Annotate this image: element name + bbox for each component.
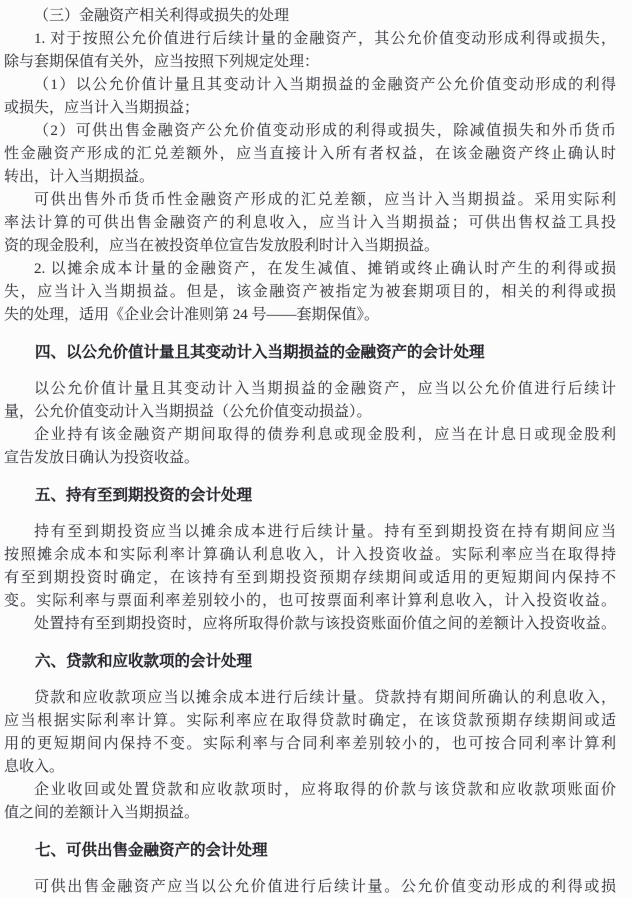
section-heading — [4, 839, 616, 862]
text-line: 可供出售金融资产应当以公允价值进行后续计量。公允价值变动形成的利得或损 — [34, 879, 616, 895]
paragraph — [4, 613, 616, 636]
paragraph — [4, 424, 616, 470]
paragraph — [4, 189, 616, 258]
text-line: 处置持有至到期投资时，应将所取得价款与该投资账面价值之间的差额计入投资收益。 — [34, 616, 616, 632]
text-line: 变。实际利率与票面利率差别较小的，也可按票面利率计算利息收入，计入投资收益。 — [4, 593, 616, 609]
text-line: （2）可供出售金融资产公允价值变动形成的利得或损失，除减值损失和外币货币 — [34, 123, 616, 139]
sub-section-heading — [4, 5, 616, 28]
text-line: 企业收回或处置贷款和应收款项时，应将取得的价款与该贷款和应收款项账面价 — [34, 782, 616, 798]
text-line: 除与套期保值有关外，应当按照下列规定处理： — [4, 54, 320, 70]
paragraph — [4, 74, 616, 120]
paragraph — [4, 378, 616, 424]
text-line: （三）金融资产相关利得或损失的处理 — [34, 8, 290, 24]
text-line: 失，应当计入当期损益。但是，该金融资产被指定为被套期项目的，相关的利得或损 — [4, 284, 616, 300]
text-line: 转出，计入当期损益。 — [4, 169, 155, 185]
text-line: 可供出售外币货币性金融资产形成的汇兑差额，应当计入当期损益。采用实际利 — [34, 192, 616, 208]
text-line: 用的更短期间内保持不变。实际利率与合同利率差别较小的，也可按合同利率计算利 — [4, 736, 616, 752]
text-line: 2. 以摊余成本计量的金融资产，在发生减值、摊销或终止确认时产生的利得或损 — [34, 261, 616, 277]
paragraph — [4, 876, 616, 898]
text-line: 五、持有至到期投资的会计处理 — [35, 487, 253, 504]
text-line: 或损失，应当计入当期损益； — [4, 100, 200, 116]
paragraph — [4, 120, 616, 189]
text-line: 六、贷款和应收款项的会计处理 — [35, 653, 253, 670]
document-content — [4, 5, 616, 898]
text-line: 企业持有该金融资产期间取得的债券利息或现金股利，应当在计息日或现金股利 — [34, 427, 616, 443]
text-line: 失的处理，适用《企业会计准则第 24 号——套期保值》。 — [4, 307, 380, 323]
section-heading — [4, 484, 616, 507]
text-line: 量，公允价值变动计入当期损益（公允价值变动损益）。 — [4, 404, 372, 420]
text-line: 宣告发放日确认为投资收益。 — [4, 450, 200, 466]
text-line: 以公允价值计量且其变动计入当期损益的金融资产，应当以公允价值进行后续计 — [34, 381, 616, 397]
section-heading — [4, 341, 616, 364]
text-line: 有至到期投资时确定，在该持有至到期投资预期存续期间或适用的更短期间内保持不 — [4, 570, 616, 586]
text-line: 性金融资产形成的汇兑差额外，应当直接计入所有者权益，在该金融资产终止确认时 — [4, 146, 616, 162]
paragraph — [4, 521, 616, 613]
text-line: 值之间的差额计入当期损益。 — [4, 805, 200, 821]
text-line: 率法计算的可供出售金融资产的利息收入，应当计入当期损益；可供出售权益工具投 — [4, 215, 616, 231]
text-line: 四、以公允价值计量且其变动计入当期损益的金融资产的会计处理 — [35, 344, 485, 361]
paragraph — [4, 28, 616, 74]
text-line: 1. 对于按照公允价值进行后续计量的金融资产，其公允价值变动形成利得或损失， — [34, 31, 616, 47]
text-line: 息收入。 — [4, 759, 65, 775]
section-heading — [4, 650, 616, 673]
text-line: （1）以公允价值计量且其变动计入当期损益的金融资产公允价值变动形成的利得 — [34, 77, 616, 93]
text-line: 贷款和应收款项应当以摊余成本进行后续计量。贷款持有期间所确认的利息收入， — [34, 690, 616, 706]
text-line: 应当根据实际利率计算。实际利率应在取得贷款时确定，在该贷款预期存续期间或适 — [4, 713, 616, 729]
text-line: 持有至到期投资应当以摊余成本进行后续计量。持有至到期投资在持有期间应当 — [34, 524, 616, 540]
text-line: 按照摊余成本和实际利率计算确认利息收入，计入投资收益。实际利率应当在取得持 — [4, 547, 616, 563]
paragraph — [4, 687, 616, 779]
paragraph — [4, 779, 616, 825]
paragraph — [4, 258, 616, 327]
text-line: 资的现金股利，应当在被投资单位宣告发放股利时计入当期损益。 — [4, 238, 440, 254]
text-line: 七、可供出售金融资产的会计处理 — [35, 842, 268, 859]
